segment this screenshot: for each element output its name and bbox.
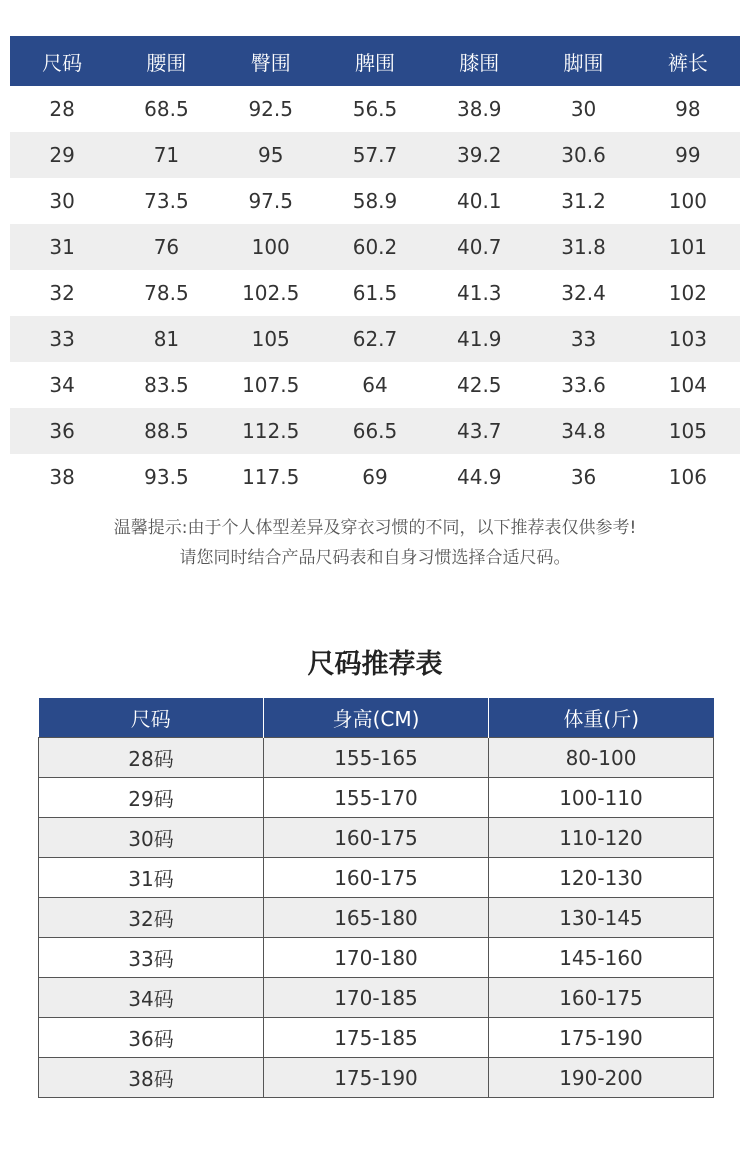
table-cell: 88.5 (114, 408, 218, 454)
table-cell: 29 (10, 132, 114, 178)
table-cell: 61.5 (352, 281, 398, 305)
table-cell: 155-170 (264, 778, 489, 818)
table-cell: 145-160 (489, 938, 714, 978)
table-cell: 31码 (39, 858, 264, 898)
table-cell: 30.6 (531, 132, 635, 178)
table-cell: 101 (636, 224, 740, 270)
table-cell: 99 (636, 132, 740, 178)
table-cell: 30码 (39, 818, 264, 858)
header-cell: 脾围 (323, 36, 427, 86)
table-row (10, 454, 740, 500)
table-cell: 160-175 (489, 978, 714, 1018)
table-row (39, 938, 714, 978)
table-cell: 155-165 (264, 738, 489, 778)
header-cell: 尺码 (39, 698, 264, 738)
table-row (10, 132, 740, 178)
table-cell: 32.4 (561, 281, 606, 305)
table-cell: 100 (668, 189, 707, 213)
table-cell: 28 (49, 97, 75, 121)
table-cell: 112.5 (219, 408, 323, 454)
note-line: 温馨提示:由于个人体型差异及穿衣习惯的不同，以下推荐表仅供参考! (113, 518, 637, 538)
table-row (39, 978, 714, 1018)
table-cell: 105 (636, 408, 740, 454)
table-cell: 36 (570, 465, 597, 489)
table-row (10, 86, 740, 132)
table-cell: 39.2 (427, 132, 531, 178)
table-cell: 104 (668, 373, 707, 397)
header-cell: 尺码 (10, 36, 114, 86)
header-cell: 脚围 (531, 36, 635, 86)
table-cell: 34码 (39, 978, 264, 1018)
table-cell: 103 (636, 316, 740, 362)
table-cell: 31.8 (531, 224, 635, 270)
note-line: 请您同时结合产品尺码表和自身习惯选择合适尺码。 (179, 548, 571, 568)
table-cell: 165-180 (264, 898, 489, 938)
table-cell: 71 (114, 132, 218, 178)
table-cell: 80-100 (489, 738, 714, 778)
table-row (39, 1018, 714, 1058)
recommend-table (38, 698, 714, 1098)
table-cell: 40.7 (427, 224, 531, 270)
table-cell: 33 (531, 316, 635, 362)
table-cell: 170-185 (264, 978, 489, 1018)
table-cell: 83.5 (144, 373, 189, 397)
table-cell: 44.9 (457, 465, 502, 489)
table-cell: 36码 (39, 1018, 264, 1058)
table-cell: 42.5 (457, 373, 502, 397)
table-cell: 95 (219, 132, 323, 178)
table-cell: 38 (49, 465, 75, 489)
table-cell: 107.5 (242, 373, 300, 397)
table-cell: 31 (10, 224, 114, 270)
table-cell: 34 (49, 373, 75, 397)
table-cell: 33.6 (561, 373, 606, 397)
header-cell: 膝围 (427, 36, 531, 86)
recommend-title: 尺码推荐表 (307, 649, 443, 680)
table-cell: 175-190 (264, 1058, 489, 1098)
table-cell: 29码 (39, 778, 264, 818)
table-row (39, 1058, 714, 1098)
table-row (10, 362, 740, 408)
measurement-header-row (10, 36, 740, 86)
table-row (39, 818, 714, 858)
table-cell: 31.2 (561, 189, 606, 213)
table-cell: 62.7 (323, 316, 427, 362)
table-cell: 100-110 (489, 778, 714, 818)
table-cell: 34.8 (531, 408, 635, 454)
table-cell: 102 (668, 281, 707, 305)
table-cell: 33码 (39, 938, 264, 978)
table-cell: 130-145 (489, 898, 714, 938)
table-cell: 56.5 (352, 97, 398, 121)
table-cell: 160-175 (264, 818, 489, 858)
table-row (10, 408, 740, 454)
measurement-table (10, 36, 740, 500)
table-cell: 32码 (39, 898, 264, 938)
header-cell: 体重(斤) (489, 698, 714, 738)
table-cell: 57.7 (323, 132, 427, 178)
table-cell: 60.2 (323, 224, 427, 270)
table-cell: 64 (362, 373, 388, 397)
table-cell: 100 (219, 224, 323, 270)
table-row (39, 778, 714, 818)
table-cell: 81 (114, 316, 218, 362)
table-cell: 190-200 (489, 1058, 714, 1098)
table-cell: 58.9 (352, 189, 398, 213)
table-row (10, 224, 740, 270)
table-cell: 68.5 (144, 97, 189, 121)
table-cell: 28码 (39, 738, 264, 778)
table-cell: 76 (114, 224, 218, 270)
header-cell: 身高(CM) (264, 698, 489, 738)
table-row (10, 178, 740, 224)
table-cell: 36 (10, 408, 114, 454)
table-row (10, 316, 740, 362)
table-cell: 73.5 (144, 189, 189, 213)
recommend-table-body (39, 738, 714, 1098)
table-cell: 106 (668, 465, 707, 489)
table-cell: 170-180 (264, 938, 489, 978)
table-cell: 97.5 (248, 189, 293, 213)
table-row (39, 898, 714, 938)
table-cell: 32 (49, 281, 75, 305)
header-cell: 裤长 (636, 36, 740, 86)
table-cell: 175-185 (264, 1018, 489, 1058)
recommend-header-row (39, 698, 714, 738)
table-row (39, 738, 714, 778)
table-row (10, 270, 740, 316)
table-row (39, 858, 714, 898)
table-cell: 30 (49, 189, 75, 213)
table-cell: 38.9 (457, 97, 502, 121)
table-cell: 160-175 (264, 858, 489, 898)
table-cell: 92.5 (248, 97, 293, 121)
table-cell: 110-120 (489, 818, 714, 858)
table-cell: 117.5 (242, 465, 300, 489)
table-cell: 43.7 (427, 408, 531, 454)
table-cell: 38码 (39, 1058, 264, 1098)
header-cell: 腰围 (114, 36, 218, 86)
table-cell: 40.1 (457, 189, 502, 213)
table-cell: 102.5 (242, 281, 300, 305)
table-cell: 69 (362, 465, 388, 489)
table-cell: 30 (570, 97, 597, 121)
table-cell: 78.5 (144, 281, 189, 305)
table-cell: 175-190 (489, 1018, 714, 1058)
header-cell: 臀围 (219, 36, 323, 86)
table-cell: 41.9 (427, 316, 531, 362)
table-cell: 66.5 (323, 408, 427, 454)
table-cell: 120-130 (489, 858, 714, 898)
table-cell: 98 (675, 97, 701, 121)
table-cell: 105 (219, 316, 323, 362)
measurement-table-body (10, 86, 740, 500)
fit-note (0, 513, 750, 573)
table-cell: 33 (10, 316, 114, 362)
table-cell: 41.3 (457, 281, 502, 305)
table-cell: 93.5 (144, 465, 189, 489)
